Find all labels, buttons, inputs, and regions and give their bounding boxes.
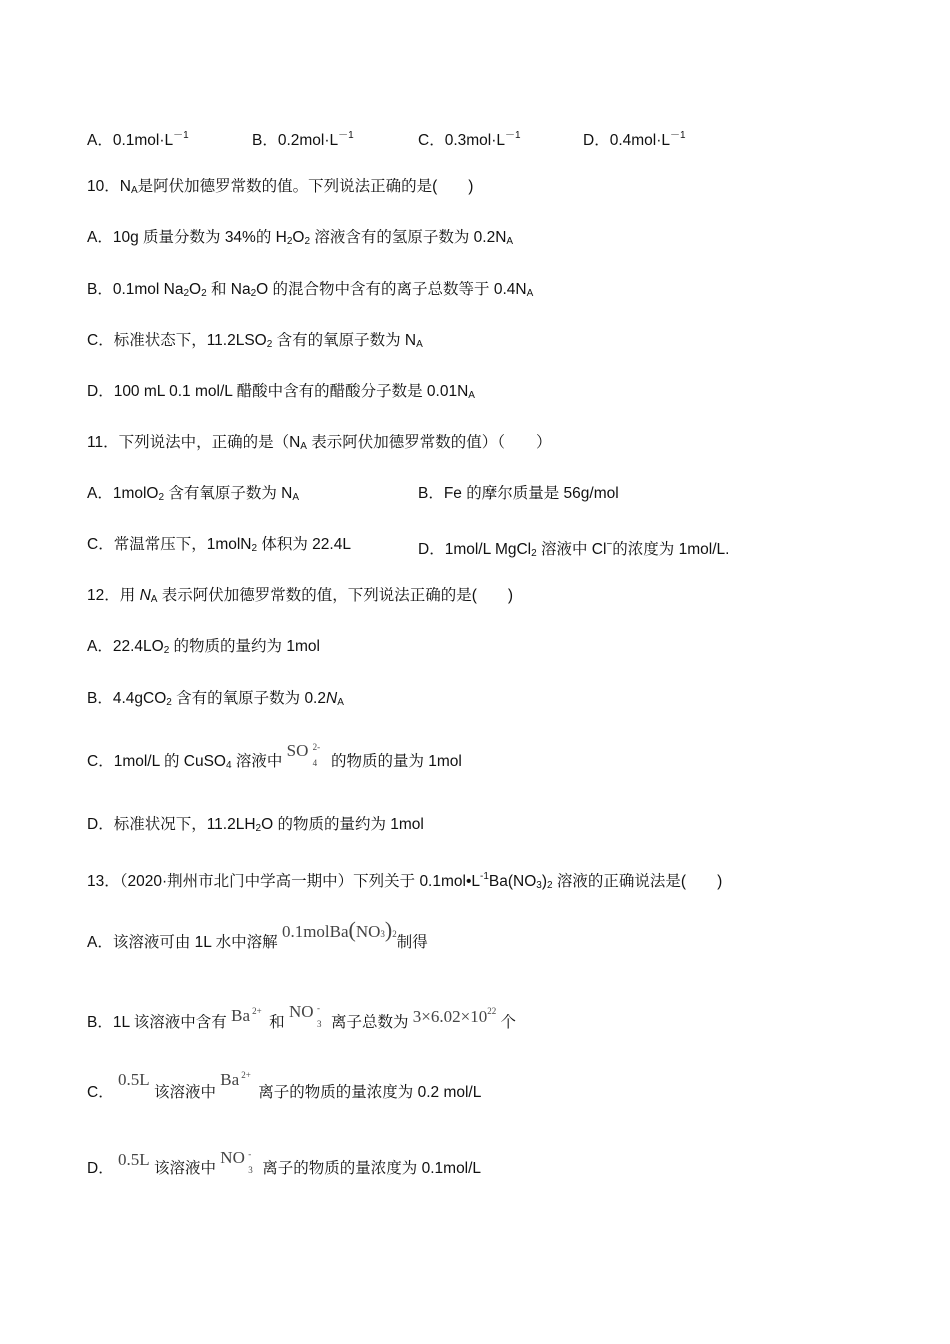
barium-ion: Ba 2+ bbox=[220, 1070, 251, 1089]
barium-ion: Ba 2+ bbox=[231, 1006, 262, 1025]
q12-stem: 12．用 $N_A$ 表示阿伏加德罗常数的值，下列说法正确的是( ) bbox=[87, 587, 514, 605]
q12-option-b: B．4.4gCO$_2$ 含有的氧原子数为 $0.2N_A$ bbox=[87, 690, 344, 708]
q10-option-b: B．0.1mol $Na_2O_2$ 和 $Na_2O$ 的混合物中含有的离子总数等于 $0.4N_A$ bbox=[87, 281, 534, 299]
q9-option-b: B．$0.2mol\cdot L^{-1}$ bbox=[252, 130, 354, 149]
q13-option-d: D． 0.5L 该溶液中 NO - 3 离子的物质的量浓度为 0.1mol/L bbox=[87, 1148, 482, 1177]
q12-option-d: D．标准状况下，$11.2LH_2O$ 的物质的量约为 1mol bbox=[87, 816, 424, 834]
q11-option-b: B．Fe 的摩尔质量是 56g/mol bbox=[418, 485, 619, 502]
ba-no3-formula: 0.1molBa(NO3)2 bbox=[281, 917, 397, 942]
nitrate-ion: NO - 3 bbox=[220, 1148, 253, 1175]
q9-option-a: A．$0.1mol\cdot L^{-1}$ bbox=[87, 130, 189, 149]
q13-option-a: A．该溶液可由 1L 水中溶解 0.1molBa(NO3)2制得 bbox=[87, 917, 428, 951]
volume-formula: 0.5L bbox=[118, 1150, 150, 1169]
q9-option-c: C．$0.3mol\cdot L^{-1}$ bbox=[418, 130, 521, 149]
q12-option-c: C．1mol/L 的 CuSO$_4$ 溶液中 SO 2- 4 的物质的量为 1mol bbox=[87, 741, 462, 771]
volume-formula: 0.5L bbox=[118, 1070, 150, 1089]
q12-option-a: A．$22.4LO_2$ 的物质的量约为 1mol bbox=[87, 638, 320, 656]
q11-stem: 11．下列说法中，正确的是（$N_A$ 表示阿伏加德罗常数的值）（ ） bbox=[87, 434, 552, 452]
q9-option-d: D．$0.4mol\cdot L^{-1}$ bbox=[583, 130, 686, 149]
q11-option-d: D．1mol/L MgCl$_2$ 溶液中 Cl−的浓度为 1mol/L. bbox=[418, 539, 730, 559]
q10-stem: 10．$N_A$是阿伏加德罗常数的值。下列说法正确的是( ) bbox=[87, 178, 474, 196]
q10-option-c: C．标准状态下，$11.2LSO_2$ 含有的氧原子数为 $N_A$ bbox=[87, 332, 423, 350]
q13-stem: 13．（2020·荆州市北门中学高一期中）下列关于 $0.1mol•L^{-1}Ba(NO_3)_2$ 溶液的正确说法是( ) bbox=[87, 871, 723, 891]
q10-option-a: A．10g 质量分数为 34%的 $H_2O_2$ 溶液含有的氢原子数为 $0.2N_A$ bbox=[87, 229, 514, 247]
q13-option-b: B．1L 该溶液中含有 Ba 2+ 和 NO - 3 离子总数为 $3\times 6.02\times 10^{22}$ 个 bbox=[87, 1002, 517, 1031]
q11-option-c: C．常温常压下，1molN$_2$ 体积为 22.4L bbox=[87, 536, 351, 554]
ion-count-formula: $3\times 6.02\times 10^{22}$ bbox=[412, 1006, 497, 1026]
nitrate-ion: NO - 3 bbox=[288, 1002, 322, 1029]
q10-option-d: D．100 mL 0.1 mol/L 醋酸中含有的醋酸分子数是 $0.01N_A$ bbox=[87, 383, 475, 401]
sulfate-ion: SO 2- 4 bbox=[286, 741, 321, 768]
q11-option-a: A．1molO$_2$ 含有氧原子数为 $N_A$ bbox=[87, 485, 300, 503]
q13-option-c: C． 0.5L 该溶液中 Ba 2+ 离子的物质的量浓度为 0.2 mol/L bbox=[87, 1070, 482, 1101]
